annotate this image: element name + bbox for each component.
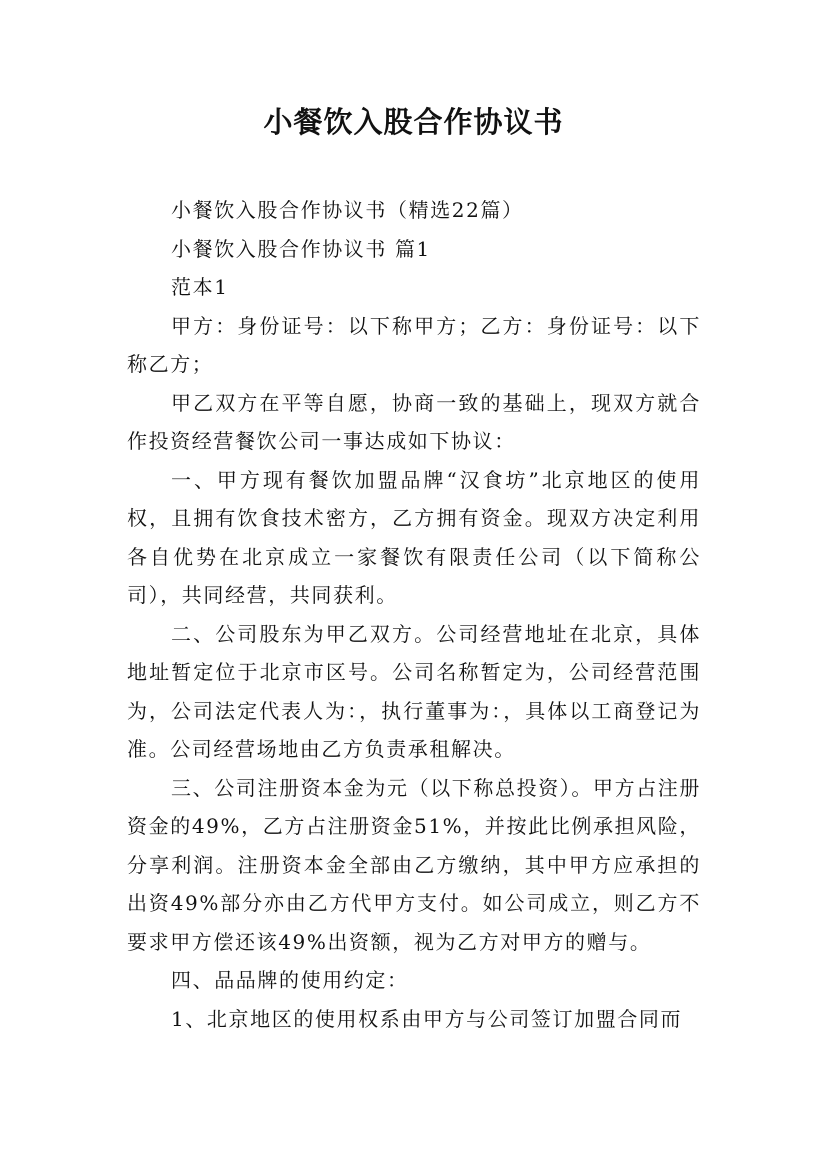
parties-paragraph: 甲方：身份证号：以下称甲方；乙方：身份证号：以下称乙方；: [127, 313, 701, 376]
subtitle-paragraph: 小餐饮入股合作协议书（精选22篇）: [171, 198, 524, 222]
preamble-paragraph: 甲乙双方在平等自愿，协商一致的基础上，现双方就合作投资经营餐饮公司一事达成如下协议：: [127, 390, 701, 453]
clause-3-paragraph: 三、公司注册资本金为元（以下称总投资）。甲方占注册资金的49%，乙方占注册资金51%，并按此比例承担风险，分享利润。注册资本金全部由乙方缴纳，其中甲方应承担的出资49%部分亦由乙方代甲方支付。如公司成立，则乙方不要求甲方偿还该49%出资额，视为乙方对甲方的赠与。: [127, 775, 701, 954]
section-heading: 小餐饮入股合作协议书 篇1: [171, 236, 431, 261]
document-title: 小餐饮入股合作协议书: [263, 105, 564, 139]
clause-4-item-1: 1、北京地区的使用权系由甲方与公司签订加盟合同而: [171, 1006, 683, 1031]
template-label: 范本1: [171, 275, 229, 299]
clause-2-paragraph: 二、公司股东为甲乙双方。公司经营地址在北京，具体地址暂定位于北京市区号。公司名称暂定为，公司经营范围为，公司法定代表人为：，执行董事为：，具体以工商登记为准。公司经营场地由乙方负责承租解决。: [127, 621, 701, 761]
document-body: [127, 191, 701, 1038]
clause-1-paragraph: 一、甲方现有餐饮加盟品牌“汉食坊”北京地区的使用权，且拥有饮食技术密方，乙方拥有资金。现双方决定利用各自优势在北京成立一家餐饮有限责任公司（以下简称公司），共同经营，共同获利。: [127, 467, 701, 607]
clause-4-heading: 四、品品牌的使用约定：: [171, 968, 409, 992]
